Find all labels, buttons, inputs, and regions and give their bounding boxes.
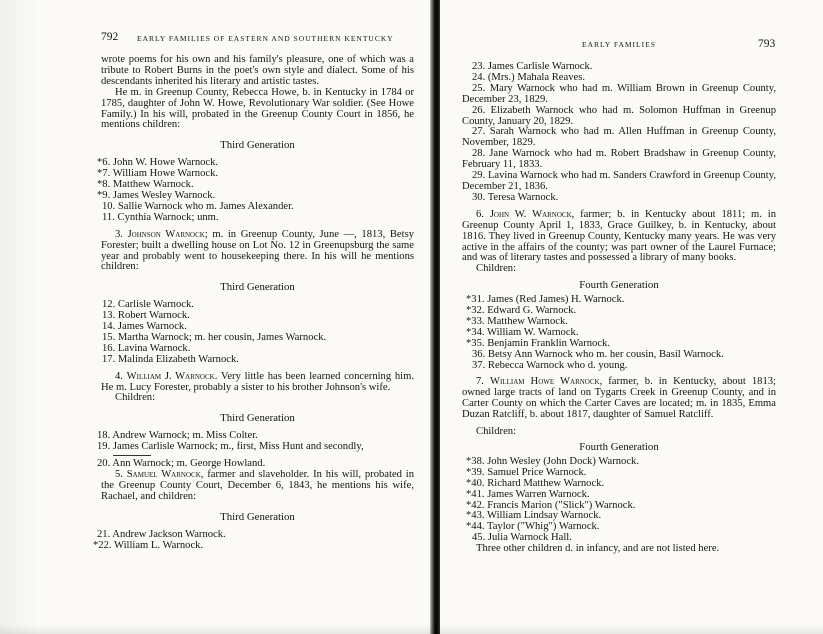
person-name: William J. Warnock	[126, 370, 215, 382]
child-list	[462, 295, 776, 371]
child-list	[462, 457, 776, 544]
paragraph	[101, 470, 414, 503]
list-item: 12. Carlisle Warnock.	[102, 299, 194, 311]
list-item: *38. John Wesley (John Dock) Warnock.	[466, 455, 639, 467]
list-item: 20. Ann Warnock; m. George Howland.	[97, 458, 266, 470]
children-label: Children:	[476, 263, 517, 275]
left-page-body	[93, 54, 414, 551]
list-item: 24. (Mrs.) Mahala Reaves.	[472, 71, 585, 83]
paragraph	[462, 377, 776, 421]
list-item: 30. Teresa Warnock.	[472, 191, 559, 203]
list-item: *32. Edward G. Warnock.	[466, 305, 577, 317]
person-name: William Howe Warnock	[490, 376, 600, 388]
children-label: Children:	[476, 426, 517, 438]
generation-heading: Fourth Generation	[579, 441, 659, 453]
paragraph-text: , farmer, b. in Kentucky, about 1813; owned large tracts of land on Tygarts Creek in Greenup County, and in Carter County on which the Carter Caves are located; m. in 1835, Emma Duzan Ratcliff, b. about 1817, daughter of Samuel Ratcliff.	[462, 376, 776, 421]
paragraph	[462, 210, 776, 265]
list-item: 29. Lavina Warnock who had m. Sanders Crawford in Greenup County, December 21, 1836.	[462, 170, 776, 192]
list-item: 18. Andrew Warnock; m. Miss Colter.	[97, 430, 258, 442]
list-item: *40. Richard Matthew Warnock.	[466, 477, 605, 489]
list-item: 36. Betsy Ann Warnock who m. her cousin, Basil Warnock.	[472, 348, 724, 360]
list-item: 11. Cynthia Warnock; unm.	[102, 211, 219, 223]
child-list	[101, 300, 414, 365]
entry-number: 7.	[476, 376, 484, 388]
list-item: 16. Lavina Warnock.	[102, 342, 191, 354]
paragraph-text: ; m. in Greenup County, June —, 1813, Betsy Forester; built a dwelling house on Lot No. 12 in Greenupsburg the same year and probably went to housekeeping there. In his will he mentions children:	[101, 228, 414, 273]
person-name: Johnson Warnock	[127, 228, 205, 240]
child-list	[97, 157, 414, 223]
list-item: 13. Robert Warnock.	[102, 310, 190, 322]
list-item: *6. John W. Howe Warnock.	[97, 157, 219, 169]
list-item: *35. Benjamin Franklin Warnock.	[466, 337, 611, 349]
list-item: *31. James (Red James) H. Warnock.	[466, 294, 625, 306]
generation-heading: Third Generation	[220, 281, 295, 294]
list-item: 10. Sallie Warnock who m. James Alexander.	[102, 200, 294, 212]
page-edge-shadow	[0, 0, 40, 634]
page-bottom-shadow	[0, 624, 823, 634]
list-item: 28. Jane Warnock who had m. Robert Bradshaw in Greenup County, February 11, 1833.	[462, 148, 776, 171]
right-page-body	[462, 62, 776, 555]
paragraph: He m. in Greenup County, Rebecca Howe, b. in Kentucky in 1784 or 1785, daughter of John W. Howe, Revolutionary War soldier. (See Howe Family.) In his will, probated in the Greenup County Court in 1856, he mentions children:	[101, 86, 414, 131]
list-item: 17. Malinda Elizabeth Warnock.	[102, 353, 239, 365]
entry-number: 6.	[476, 208, 484, 220]
entry-number: 4.	[115, 370, 123, 382]
child-list	[97, 430, 414, 470]
page-number: 793	[758, 38, 776, 50]
child-list	[93, 528, 414, 552]
person-name: Samuel Warnock	[126, 469, 201, 480]
right-header	[0, 30, 823, 50]
entry-number: 5.	[115, 469, 123, 480]
list-item: *43. William Lindsay Warnock.	[466, 510, 602, 522]
list-item: 25. Mary Warnock who had m. William Brown in Greenup County, December 23, 1829.	[462, 82, 776, 105]
list-item: *44. Taylor ("Whig") Warnock.	[466, 521, 600, 533]
list-item: 15. Martha Warnock; m. her cousin, James Warnock.	[102, 331, 327, 343]
list-item: 21. Andrew Jackson Warnock.	[97, 528, 226, 540]
entry-number: 3.	[115, 228, 123, 240]
list-item: *8. Matthew Warnock.	[97, 179, 194, 191]
list-item: 14. James Warnock.	[102, 321, 187, 333]
generation-heading: Third Generation	[220, 510, 295, 523]
list-item: *33. Matthew Warnock.	[466, 315, 568, 327]
person-name: John W. Warnock	[489, 208, 572, 220]
list-item: *41. James Warren Warnock.	[466, 488, 590, 500]
paragraph-text: . Very little has been learned concerning him. He m. Lucy Forester, probably a sister to his brother Johnson's wife.	[101, 370, 414, 393]
generation-heading: Fourth Generation	[579, 279, 659, 292]
list-item: 37. Rebecca Warnock who d. young.	[472, 359, 628, 371]
list-item: *7. William Howe Warnock.	[97, 168, 219, 180]
child-list	[462, 62, 776, 204]
list-item: 19. James Carlisle Warnock; m., first, Miss Hunt and secondly,	[97, 441, 364, 453]
generation-heading: Third Generation	[220, 139, 295, 152]
list-item: *42. Francis Marion ("Slick") Warnock.	[466, 499, 636, 511]
list-item: *22. William L. Warnock.	[93, 539, 204, 551]
running-head: EARLY FAMILIES	[582, 40, 656, 49]
paragraph-text: , farmer and slaveholder. In his will, probated in the Greenup County Court, December 6, 1843, he mentions his wife, Rachael, and children:	[101, 469, 414, 502]
closing-note: Three other children d. in infancy, and are not listed here.	[476, 543, 720, 555]
paragraph: wrote poems for his own and his family's pleasure, one of which was a tribute to Robert Burns in the poet's own style and dialect. Some of his descendants inherited his literary and artistic tastes.	[101, 54, 414, 87]
blank-line	[113, 455, 151, 456]
paragraph	[101, 372, 414, 394]
paragraph-text: , farmer; b. in Kentucky about 1811; m. in Greenup County April 1, 1833, Grace Guilkey, b. in Kentucky, about 1816. They lived in Greenup County, Kentucky many years. He was very active in the affairs of the county; was part owner of the Laurel Furnace; and was of literary tastes and possessed a library of many books.	[462, 208, 777, 264]
running-head: EARLY FAMILIES OF EASTERN AND SOUTHERN KENTUCKY	[137, 34, 394, 43]
list-item: *39. Samuel Price Warnock.	[466, 466, 587, 478]
generation-heading: Third Generation	[220, 412, 295, 425]
list-item: *34. William W. Warnock.	[466, 326, 579, 338]
list-item: 45. Julia Warnock Hall.	[472, 532, 572, 544]
list-item: *9. James Wesley Warnock.	[97, 189, 216, 201]
list-item: 26. Elizabeth Warnock who had m. Solomon Huffman in Greenup County, January 20, 1829.	[462, 104, 776, 127]
page-number: 792	[101, 31, 119, 43]
list-item: 27. Sarah Warnock who had m. Allen Huffman in Greenup County, November, 1829.	[462, 126, 776, 149]
list-item: 23. James Carlisle Warnock.	[472, 61, 593, 72]
paragraph	[101, 230, 414, 274]
children-label: Children:	[115, 392, 156, 404]
